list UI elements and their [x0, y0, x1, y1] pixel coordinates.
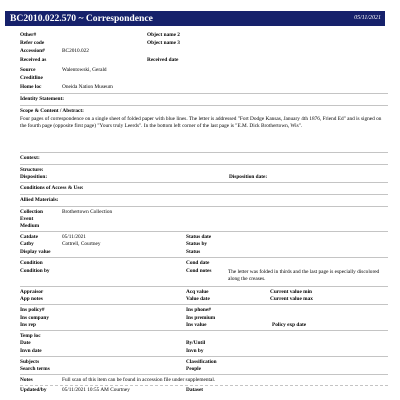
scope-content-label: Scope & Content / Abstract: — [20, 108, 84, 114]
search-terms-label: Search terms — [20, 366, 50, 372]
accession-value: BC2010.022 — [62, 48, 89, 54]
notes-value: Full scan of this item can be found in accession file under supplemental. — [62, 377, 216, 383]
catby-label: Catby — [20, 241, 34, 247]
event-label: Event — [20, 216, 34, 222]
disposition-label: Disposition: — [20, 174, 48, 180]
divider — [20, 304, 388, 305]
ins-rep-label: Ins rep — [20, 322, 36, 328]
status-date-label: Status date — [186, 234, 212, 240]
classification-label: Classification — [186, 359, 217, 365]
date-label: Date — [20, 340, 31, 346]
record-header — [5, 11, 385, 26]
policy-exp-date-label: Policy exp date — [272, 322, 307, 328]
display-value-label: Display value — [20, 249, 51, 255]
structure-label: Structure: — [20, 167, 44, 173]
current-value-min-label: Current value min — [270, 289, 312, 295]
acq-value-label: Acq value — [186, 289, 209, 295]
catby-value: Cottrell, Courtney — [62, 241, 101, 247]
divider — [20, 206, 388, 207]
subjects-label: Subjects — [20, 359, 40, 365]
object-name-2-label: Object name 2 — [147, 32, 180, 38]
appraisor-label: Appraisor — [20, 289, 44, 295]
divider — [20, 257, 388, 258]
condition-by-label: Condition by — [20, 268, 50, 274]
refer-code-label: Refer code — [20, 40, 45, 46]
divider — [20, 286, 388, 287]
source-label: Source — [20, 67, 36, 73]
dataset-label: Dataset — [186, 387, 204, 393]
received-as-label: Received as — [20, 57, 47, 63]
updated-by-value: 05/11/2021 10:55 AM Courtney — [62, 387, 130, 393]
invn-date-label: Invn date — [20, 348, 42, 354]
current-value-max-label: Current value max — [270, 296, 313, 302]
divider — [20, 105, 388, 106]
context-label: Context: — [20, 155, 40, 161]
scope-content-text: Four pages of correspondence on a single sheet of folded paper with blue lines. The letter is addressed "Fort Dodge Kansas, January 4th 1876, Friend Ed" and is signed on the fourth page (opposite first page) "Yours truly Leerds". In the bottom left corner of the last page is "E.M. Dick Brothertown, Wis". — [20, 116, 382, 130]
record-date: 05/11/2021 — [354, 14, 381, 21]
people-label: People — [186, 366, 202, 372]
divider — [20, 164, 388, 165]
status-by-label: Status by — [186, 241, 208, 247]
disposition-date-label: Disposition date: — [229, 174, 268, 180]
condition-label: Condition — [20, 260, 43, 266]
record-title: BC2010.022.570 ~ Correspondence — [10, 12, 153, 24]
cond-notes-label: Cond notes — [186, 268, 212, 274]
ins-phone-label: Ins phone# — [186, 307, 211, 313]
temp-loc-label: Temp loc — [20, 333, 41, 339]
by-until-label: By/Until — [186, 340, 206, 346]
ins-company-label: Ins company — [20, 315, 49, 321]
value-date-label: Value date — [186, 296, 210, 302]
object-name-3-label: Object name 3 — [147, 40, 180, 46]
updated-by-label: Updated/by — [20, 387, 47, 393]
divider — [20, 194, 388, 195]
home-loc-label: Home loc — [20, 84, 42, 90]
ins-policy-label: Ins policy# — [20, 307, 45, 313]
cond-date-label: Cond date — [186, 260, 210, 266]
notes-label: Notes — [20, 377, 33, 383]
accession-label: Accession# — [20, 48, 45, 54]
collection-label: Collection — [20, 209, 43, 215]
creditline-label: Creditline — [20, 75, 43, 81]
catdate-label: Catdate — [20, 234, 38, 240]
divider — [20, 93, 388, 94]
conditions-access-label: Conditions of Access & Use: — [20, 185, 84, 191]
identity-statement-label: Identity Statement: — [20, 96, 64, 102]
catdate-value: 05/11/2021 — [62, 234, 86, 240]
app-notes-label: App notes — [20, 296, 43, 302]
other-label: Other# — [20, 32, 37, 38]
home-loc-value: Oneida Nation Museum — [62, 84, 113, 90]
allied-materials-label: Allied Materials: — [20, 197, 59, 203]
divider — [20, 385, 388, 386]
divider — [20, 374, 388, 375]
status-label: Status — [186, 249, 201, 255]
invn-by-label: Invn by — [186, 348, 204, 354]
divider — [20, 330, 388, 331]
divider — [20, 356, 388, 357]
collection-value: Brothertown Collection — [62, 209, 113, 215]
cond-notes-value: The letter was folded in thirds and the last page is especially discolored along the creases. — [228, 269, 380, 283]
divider — [20, 182, 388, 183]
received-date-label: Received date — [147, 57, 179, 63]
divider — [20, 152, 388, 153]
divider — [20, 231, 388, 232]
source-value: Walentowski, Gerald — [62, 67, 107, 73]
ins-value-label: Ins value — [186, 322, 207, 328]
ins-premium-label: Ins premium — [186, 315, 216, 321]
medium-label: Medium — [20, 223, 40, 229]
